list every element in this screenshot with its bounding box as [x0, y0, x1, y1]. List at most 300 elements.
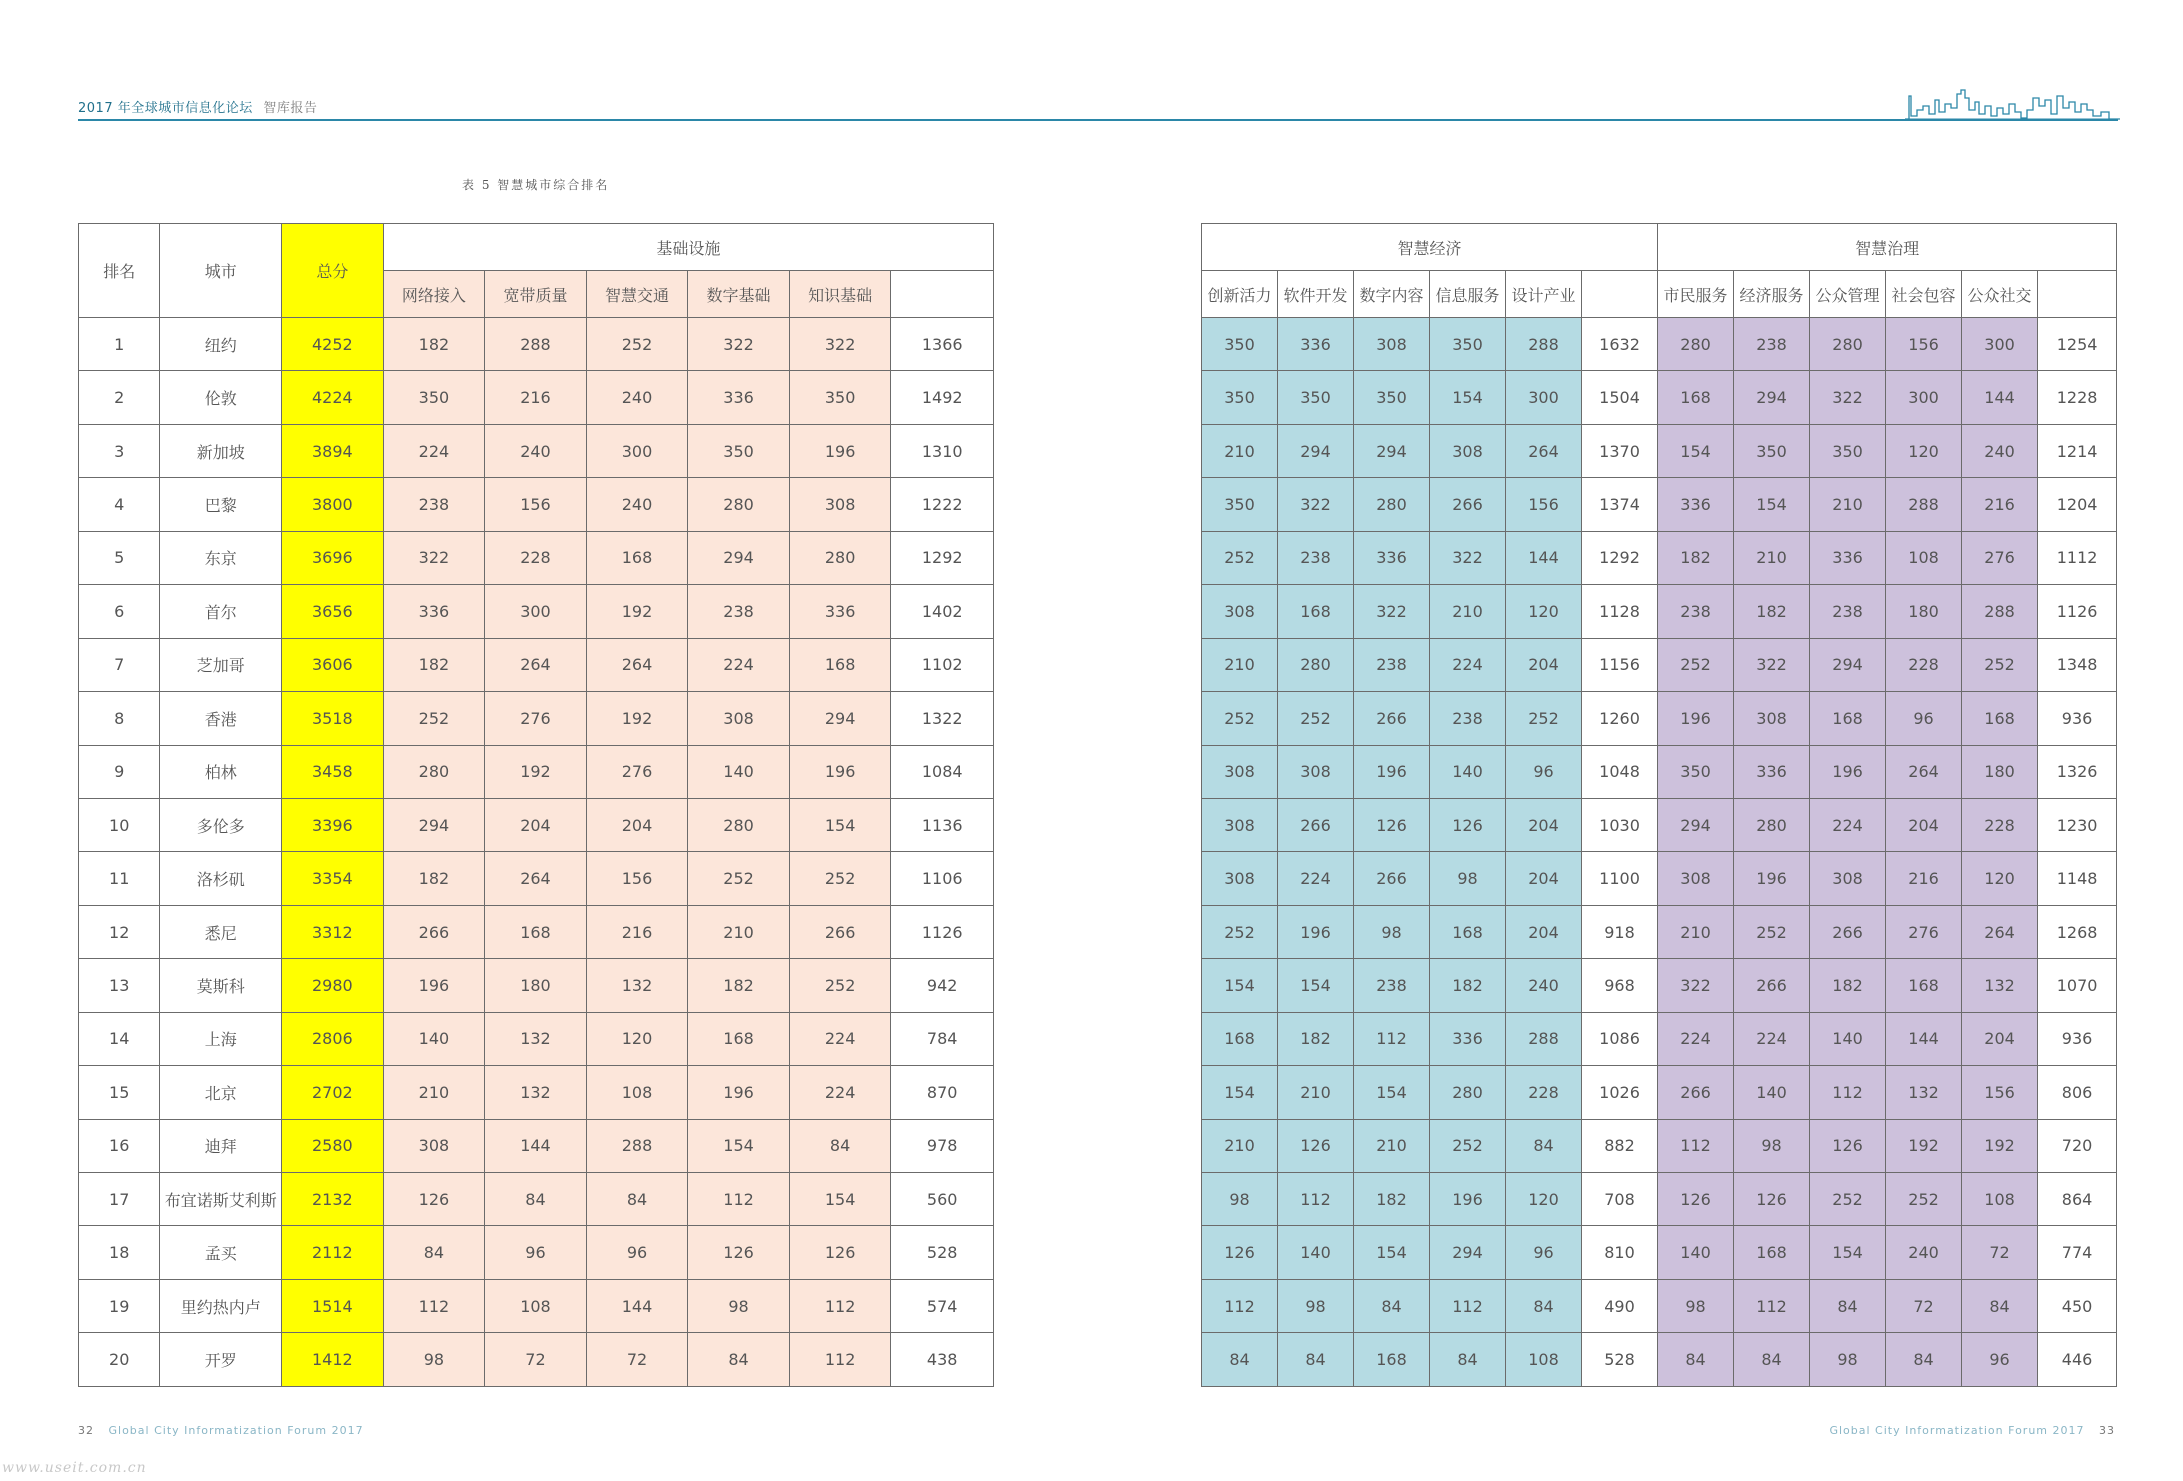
rank-cell: 10 [79, 798, 160, 851]
rank-cell: 2 [79, 371, 160, 424]
econ-score-cell: 96 [1506, 745, 1582, 798]
econ-score-cell: 84 [1354, 1279, 1430, 1332]
gov-score-cell: 224 [1810, 798, 1886, 851]
table-row [1202, 852, 2117, 905]
gov-score-cell: 98 [1658, 1279, 1734, 1332]
gov-score-cell: 280 [1810, 318, 1886, 371]
col-infra-3-header: 智慧交通 [586, 271, 688, 318]
econ-score-cell: 294 [1278, 424, 1354, 477]
gov-score-cell: 168 [1810, 692, 1886, 745]
econ-score-cell: 336 [1278, 318, 1354, 371]
header-rule [78, 119, 2118, 121]
col-gov-1-header: 市民服务 [1658, 271, 1734, 318]
table-row [79, 478, 994, 531]
gov-score-cell: 84 [1734, 1333, 1810, 1386]
infra-score-cell: 182 [383, 318, 485, 371]
econ-score-cell: 238 [1278, 531, 1354, 584]
total-score-cell: 3396 [282, 798, 384, 851]
infra-score-cell: 192 [586, 585, 688, 638]
econ-score-cell: 308 [1202, 745, 1278, 798]
gov-score-cell: 294 [1734, 371, 1810, 424]
gov-score-cell: 240 [1886, 1226, 1962, 1279]
gov-score-cell: 72 [1886, 1279, 1962, 1332]
city-cell: 新加坡 [160, 424, 282, 477]
infra-score-cell: 276 [485, 692, 587, 745]
gov-score-cell: 144 [1886, 1012, 1962, 1065]
infra-score-cell: 112 [383, 1279, 485, 1332]
gov-score-cell: 300 [1962, 318, 2038, 371]
city-cell: 巴黎 [160, 478, 282, 531]
econ-score-cell: 350 [1278, 371, 1354, 424]
infra-score-cell: 264 [485, 638, 587, 691]
table-row [79, 371, 994, 424]
total-score-cell: 3656 [282, 585, 384, 638]
infra-score-cell: 126 [383, 1173, 485, 1226]
infra-sum-cell: 438 [891, 1333, 994, 1386]
table-row [79, 798, 994, 851]
infra-score-cell: 216 [485, 371, 587, 424]
gov-score-cell: 168 [1962, 692, 2038, 745]
table-row [1202, 1333, 2117, 1386]
table-row [79, 959, 994, 1012]
econ-score-cell: 308 [1202, 852, 1278, 905]
infra-score-cell: 276 [586, 745, 688, 798]
infra-sum-cell: 1310 [891, 424, 994, 477]
gov-score-cell: 276 [1962, 531, 2038, 584]
infra-score-cell: 84 [586, 1173, 688, 1226]
rank-cell: 18 [79, 1226, 160, 1279]
infra-score-cell: 204 [485, 798, 587, 851]
gov-sum-cell: 1230 [2038, 798, 2117, 851]
infra-score-cell: 350 [383, 371, 485, 424]
infra-score-cell: 228 [485, 531, 587, 584]
gov-score-cell: 252 [1734, 905, 1810, 958]
table-row [1202, 798, 2117, 851]
econ-sum-cell: 1156 [1582, 638, 1658, 691]
econ-sum-cell: 1632 [1582, 318, 1658, 371]
econ-score-cell: 210 [1202, 638, 1278, 691]
econ-score-cell: 98 [1354, 905, 1430, 958]
econ-score-cell: 308 [1202, 798, 1278, 851]
col-infra-2-header: 宽带质量 [485, 271, 587, 318]
econ-sum-cell: 1128 [1582, 585, 1658, 638]
econ-score-cell: 266 [1354, 692, 1430, 745]
gov-score-cell: 276 [1886, 905, 1962, 958]
gov-score-cell: 84 [1810, 1279, 1886, 1332]
econ-score-cell: 84 [1278, 1333, 1354, 1386]
econ-score-cell: 154 [1354, 1066, 1430, 1119]
infra-score-cell: 144 [586, 1279, 688, 1332]
infra-score-cell: 210 [383, 1066, 485, 1119]
infra-score-cell: 350 [789, 371, 891, 424]
infra-score-cell: 132 [485, 1012, 587, 1065]
gov-score-cell: 204 [1886, 798, 1962, 851]
infra-score-cell: 238 [383, 478, 485, 531]
gov-score-cell: 322 [1734, 638, 1810, 691]
gov-score-cell: 112 [1734, 1279, 1810, 1332]
infra-score-cell: 140 [383, 1012, 485, 1065]
gov-sum-cell: 806 [2038, 1066, 2117, 1119]
econ-score-cell: 140 [1430, 745, 1506, 798]
infra-score-cell: 238 [688, 585, 790, 638]
gov-score-cell: 308 [1658, 852, 1734, 905]
infra-score-cell: 112 [789, 1279, 891, 1332]
gov-score-cell: 168 [1658, 371, 1734, 424]
gov-score-cell: 228 [1962, 798, 2038, 851]
col-gov-2-header: 经济服务 [1734, 271, 1810, 318]
gov-sum-cell: 1326 [2038, 745, 2117, 798]
econ-score-cell: 156 [1506, 478, 1582, 531]
table-row [79, 424, 994, 477]
econ-score-cell: 224 [1430, 638, 1506, 691]
infra-score-cell: 288 [485, 318, 587, 371]
econ-sum-cell: 882 [1582, 1119, 1658, 1172]
econ-score-cell: 182 [1430, 959, 1506, 1012]
rank-cell: 11 [79, 852, 160, 905]
econ-score-cell: 350 [1202, 318, 1278, 371]
infra-score-cell: 192 [586, 692, 688, 745]
infra-score-cell: 98 [688, 1279, 790, 1332]
infra-sum-cell: 1136 [891, 798, 994, 851]
gov-sum-cell: 1348 [2038, 638, 2117, 691]
table-row [79, 1226, 994, 1279]
infra-score-cell: 308 [383, 1119, 485, 1172]
gov-score-cell: 98 [1734, 1119, 1810, 1172]
infra-score-cell: 350 [688, 424, 790, 477]
total-score-cell: 2580 [282, 1119, 384, 1172]
table-row [79, 585, 994, 638]
infra-score-cell: 210 [688, 905, 790, 958]
econ-score-cell: 204 [1506, 852, 1582, 905]
city-cell: 柏林 [160, 745, 282, 798]
total-score-cell: 3312 [282, 905, 384, 958]
infra-score-cell: 224 [383, 424, 485, 477]
city-cell: 首尔 [160, 585, 282, 638]
econ-score-cell: 210 [1202, 1119, 1278, 1172]
gov-score-cell: 350 [1734, 424, 1810, 477]
econ-score-cell: 266 [1354, 852, 1430, 905]
gov-score-cell: 84 [1658, 1333, 1734, 1386]
gov-score-cell: 126 [1734, 1173, 1810, 1226]
econ-score-cell: 238 [1354, 638, 1430, 691]
econ-score-cell: 294 [1430, 1226, 1506, 1279]
gov-score-cell: 210 [1658, 905, 1734, 958]
gov-score-cell: 140 [1810, 1012, 1886, 1065]
gov-score-cell: 308 [1734, 692, 1810, 745]
table-row [1202, 1226, 2117, 1279]
econ-score-cell: 98 [1202, 1173, 1278, 1226]
gov-sum-cell: 864 [2038, 1173, 2117, 1226]
econ-score-cell: 228 [1506, 1066, 1582, 1119]
col-econ-2-header: 软件开发 [1278, 271, 1354, 318]
table-row [79, 1279, 994, 1332]
gov-score-cell: 182 [1658, 531, 1734, 584]
gov-score-cell: 132 [1962, 959, 2038, 1012]
econ-score-cell: 120 [1506, 1173, 1582, 1226]
infra-score-cell: 336 [789, 585, 891, 638]
gov-score-cell: 224 [1734, 1012, 1810, 1065]
gov-score-cell: 308 [1810, 852, 1886, 905]
econ-score-cell: 252 [1202, 905, 1278, 958]
econ-score-cell: 98 [1430, 852, 1506, 905]
table-row [1202, 692, 2117, 745]
gov-score-cell: 210 [1810, 478, 1886, 531]
gov-score-cell: 84 [1886, 1333, 1962, 1386]
gov-sum-cell: 1228 [2038, 371, 2117, 424]
rank-cell: 1 [79, 318, 160, 371]
econ-score-cell: 252 [1506, 692, 1582, 745]
econ-score-cell: 140 [1278, 1226, 1354, 1279]
col-econ-4-header: 信息服务 [1430, 271, 1506, 318]
infra-score-cell: 264 [485, 852, 587, 905]
infra-score-cell: 108 [485, 1279, 587, 1332]
infra-score-cell: 240 [485, 424, 587, 477]
table-caption: 表 5 智慧城市综合排名 [462, 178, 610, 192]
infra-sum-cell: 978 [891, 1119, 994, 1172]
gov-score-cell: 196 [1734, 852, 1810, 905]
econ-score-cell: 112 [1278, 1173, 1354, 1226]
econ-score-cell: 126 [1202, 1226, 1278, 1279]
gov-score-cell: 252 [1658, 638, 1734, 691]
col-infra-5-header: 知识基础 [789, 271, 891, 318]
infra-score-cell: 336 [688, 371, 790, 424]
infra-score-cell: 108 [586, 1066, 688, 1119]
gov-score-cell: 182 [1810, 959, 1886, 1012]
infra-score-cell: 300 [586, 424, 688, 477]
footer-left-text: Global City Informatization Forum 2017 [108, 1424, 364, 1437]
gov-score-cell: 228 [1886, 638, 1962, 691]
gov-score-cell: 264 [1886, 745, 1962, 798]
econ-score-cell: 288 [1506, 318, 1582, 371]
infra-score-cell: 126 [789, 1226, 891, 1279]
econ-score-cell: 196 [1354, 745, 1430, 798]
econ-score-cell: 204 [1506, 905, 1582, 958]
table-row [1202, 371, 2117, 424]
city-cell: 里约热内卢 [160, 1279, 282, 1332]
infra-score-cell: 280 [688, 798, 790, 851]
col-city-header: 城市 [160, 224, 282, 318]
infra-score-cell: 144 [485, 1119, 587, 1172]
infra-score-cell: 168 [688, 1012, 790, 1065]
gov-score-cell: 336 [1810, 531, 1886, 584]
rank-cell: 13 [79, 959, 160, 1012]
econ-sum-cell: 528 [1582, 1333, 1658, 1386]
infra-sum-cell: 1366 [891, 318, 994, 371]
infra-sum-cell: 784 [891, 1012, 994, 1065]
total-score-cell: 3894 [282, 424, 384, 477]
gov-sum-cell: 446 [2038, 1333, 2117, 1386]
gov-score-cell: 120 [1962, 852, 2038, 905]
infra-score-cell: 168 [789, 638, 891, 691]
infra-score-cell: 266 [789, 905, 891, 958]
gov-score-cell: 252 [1886, 1173, 1962, 1226]
infra-score-cell: 196 [383, 959, 485, 1012]
col-infra-4-header: 数字基础 [688, 271, 790, 318]
infra-score-cell: 192 [485, 745, 587, 798]
gov-score-cell: 224 [1658, 1012, 1734, 1065]
econ-score-cell: 154 [1202, 1066, 1278, 1119]
econ-score-cell: 252 [1430, 1119, 1506, 1172]
table-row [79, 1066, 994, 1119]
infra-sum-cell: 1322 [891, 692, 994, 745]
gov-score-cell: 96 [1962, 1333, 2038, 1386]
econ-score-cell: 84 [1506, 1279, 1582, 1332]
gov-sum-cell: 936 [2038, 1012, 2117, 1065]
gov-score-cell: 252 [1810, 1173, 1886, 1226]
gov-score-cell: 288 [1886, 478, 1962, 531]
rank-cell: 17 [79, 1173, 160, 1226]
econ-score-cell: 280 [1278, 638, 1354, 691]
gov-score-cell: 288 [1962, 585, 2038, 638]
econ-score-cell: 238 [1354, 959, 1430, 1012]
footer-right [1829, 1424, 2115, 1437]
gov-score-cell: 294 [1658, 798, 1734, 851]
infra-score-cell: 336 [383, 585, 485, 638]
gov-score-cell: 336 [1658, 478, 1734, 531]
gov-score-cell: 98 [1810, 1333, 1886, 1386]
table-row [79, 638, 994, 691]
city-cell: 开罗 [160, 1333, 282, 1386]
infra-score-cell: 280 [789, 531, 891, 584]
city-skyline-logo [1905, 86, 2120, 120]
infra-score-cell: 196 [789, 424, 891, 477]
gov-sum-cell: 720 [2038, 1119, 2117, 1172]
econ-score-cell: 126 [1430, 798, 1506, 851]
econ-score-cell: 168 [1278, 585, 1354, 638]
econ-score-cell: 308 [1202, 585, 1278, 638]
econ-score-cell: 154 [1354, 1226, 1430, 1279]
gov-score-cell: 120 [1886, 424, 1962, 477]
infra-score-cell: 322 [789, 318, 891, 371]
col-econ-sum-header [1582, 271, 1658, 318]
gov-score-cell: 154 [1734, 478, 1810, 531]
ranking-table-left [78, 223, 994, 1387]
econ-score-cell: 252 [1202, 692, 1278, 745]
infra-score-cell: 252 [688, 852, 790, 905]
infra-score-cell: 252 [586, 318, 688, 371]
infra-score-cell: 180 [485, 959, 587, 1012]
econ-score-cell: 240 [1506, 959, 1582, 1012]
infra-score-cell: 224 [789, 1066, 891, 1119]
gov-score-cell: 322 [1810, 371, 1886, 424]
city-cell: 香港 [160, 692, 282, 745]
infra-score-cell: 72 [485, 1333, 587, 1386]
table-row [1202, 959, 2117, 1012]
total-score-cell: 3606 [282, 638, 384, 691]
rank-cell: 19 [79, 1279, 160, 1332]
econ-score-cell: 224 [1278, 852, 1354, 905]
gov-score-cell: 112 [1810, 1066, 1886, 1119]
econ-sum-cell: 1260 [1582, 692, 1658, 745]
infra-score-cell: 252 [383, 692, 485, 745]
econ-sum-cell: 1374 [1582, 478, 1658, 531]
econ-score-cell: 238 [1430, 692, 1506, 745]
infra-score-cell: 120 [586, 1012, 688, 1065]
city-cell: 上海 [160, 1012, 282, 1065]
infra-score-cell: 294 [383, 798, 485, 851]
infra-sum-cell: 1126 [891, 905, 994, 958]
gov-sum-cell: 450 [2038, 1279, 2117, 1332]
rank-cell: 20 [79, 1333, 160, 1386]
gov-score-cell: 156 [1886, 318, 1962, 371]
gov-sum-cell: 1214 [2038, 424, 2117, 477]
infra-score-cell: 294 [688, 531, 790, 584]
infra-score-cell: 252 [789, 959, 891, 1012]
infra-score-cell: 154 [789, 798, 891, 851]
total-score-cell: 2980 [282, 959, 384, 1012]
infra-sum-cell: 574 [891, 1279, 994, 1332]
infra-sum-cell: 1102 [891, 638, 994, 691]
table-row [79, 1333, 994, 1386]
table-row [1202, 1173, 2117, 1226]
econ-sum-cell: 1030 [1582, 798, 1658, 851]
gov-score-cell: 96 [1886, 692, 1962, 745]
econ-score-cell: 204 [1506, 638, 1582, 691]
ranking-table-right [1201, 223, 2117, 1387]
econ-score-cell: 280 [1430, 1066, 1506, 1119]
total-score-cell: 2112 [282, 1226, 384, 1279]
col-econ-3-header: 数字内容 [1354, 271, 1430, 318]
infra-score-cell: 264 [586, 638, 688, 691]
rank-cell: 7 [79, 638, 160, 691]
gov-score-cell: 336 [1734, 745, 1810, 798]
gov-score-cell: 210 [1734, 531, 1810, 584]
econ-score-cell: 252 [1202, 531, 1278, 584]
econ-sum-cell: 1048 [1582, 745, 1658, 798]
gov-score-cell: 108 [1962, 1173, 2038, 1226]
infra-score-cell: 308 [688, 692, 790, 745]
infra-score-cell: 132 [485, 1066, 587, 1119]
gov-score-cell: 154 [1810, 1226, 1886, 1279]
table-row [1202, 531, 2117, 584]
econ-score-cell: 144 [1506, 531, 1582, 584]
rank-cell: 8 [79, 692, 160, 745]
gov-score-cell: 216 [1886, 852, 1962, 905]
total-score-cell: 4252 [282, 318, 384, 371]
gov-score-cell: 240 [1962, 424, 2038, 477]
rank-cell: 3 [79, 424, 160, 477]
infra-score-cell: 84 [485, 1173, 587, 1226]
infra-score-cell: 224 [688, 638, 790, 691]
econ-score-cell: 308 [1430, 424, 1506, 477]
total-score-cell: 4224 [282, 371, 384, 424]
infra-score-cell: 288 [586, 1119, 688, 1172]
gov-score-cell: 280 [1658, 318, 1734, 371]
gov-sum-cell: 1070 [2038, 959, 2117, 1012]
econ-score-cell: 264 [1506, 424, 1582, 477]
econ-sum-cell: 810 [1582, 1226, 1658, 1279]
infra-score-cell: 126 [688, 1226, 790, 1279]
infra-sum-cell: 870 [891, 1066, 994, 1119]
city-cell: 孟买 [160, 1226, 282, 1279]
econ-score-cell: 210 [1430, 585, 1506, 638]
econ-score-cell: 350 [1202, 478, 1278, 531]
table-row [79, 852, 994, 905]
econ-score-cell: 322 [1354, 585, 1430, 638]
econ-score-cell: 204 [1506, 798, 1582, 851]
rank-cell: 6 [79, 585, 160, 638]
col-infra-1-header: 网络接入 [383, 271, 485, 318]
econ-score-cell: 210 [1278, 1066, 1354, 1119]
table-row [1202, 1279, 2117, 1332]
gov-sum-cell: 1254 [2038, 318, 2117, 371]
table-row [79, 692, 994, 745]
header-subtitle: 智库报告 [263, 101, 318, 116]
infra-score-cell: 84 [383, 1226, 485, 1279]
econ-score-cell: 350 [1202, 371, 1278, 424]
gov-score-cell: 192 [1962, 1119, 2038, 1172]
gov-sum-cell: 1204 [2038, 478, 2117, 531]
